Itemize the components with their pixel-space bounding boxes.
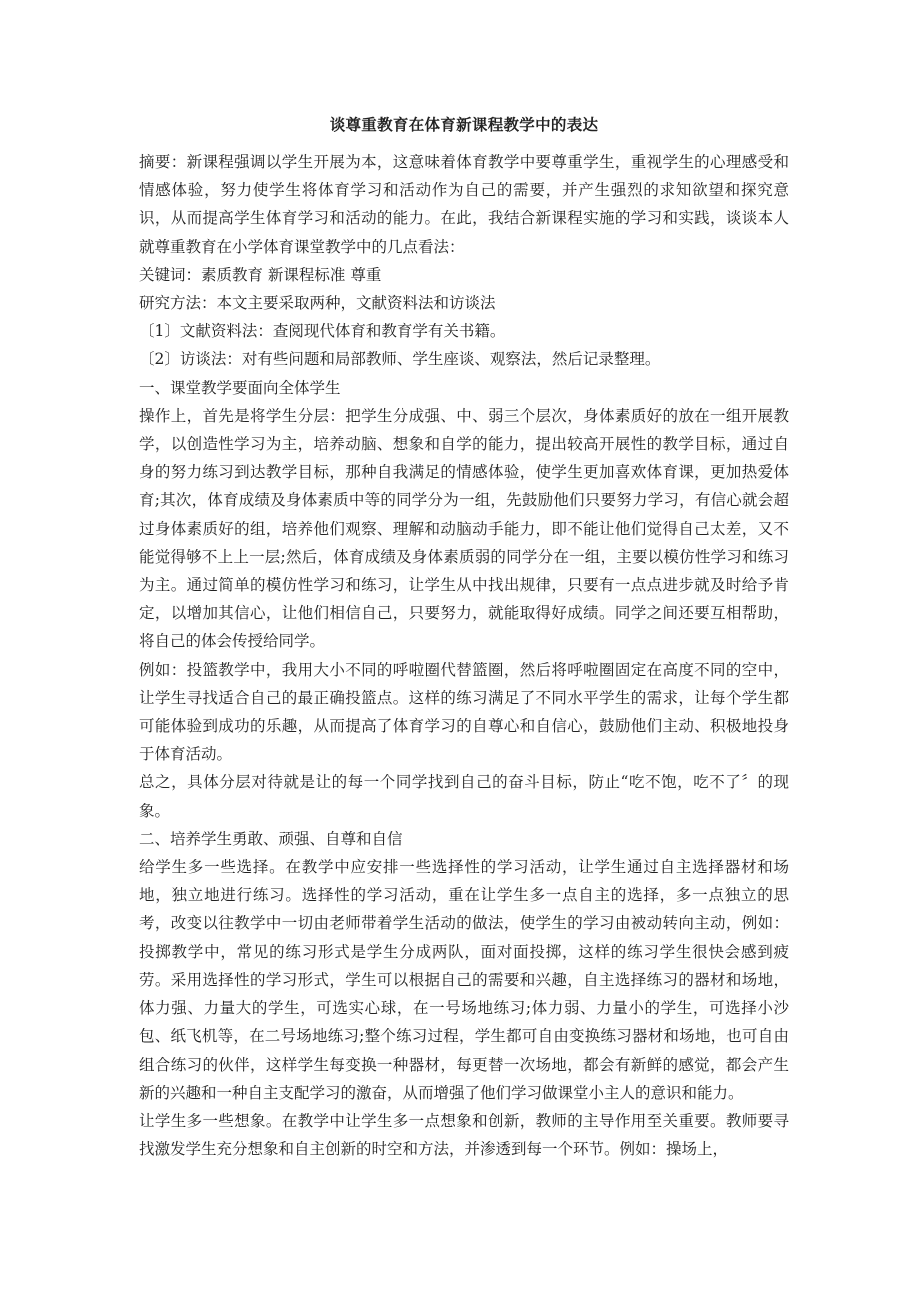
section-heading-1: 一、课堂教学要面向全体学生	[139, 378, 341, 397]
keywords-line: 关键词：素质教育 新课程标准 尊重	[139, 265, 382, 284]
body-paragraph: 总之，具体分层对待就是让的每一个同学找到自己的奋斗目标，防止“吃不饱，吃不了〞的现象。	[139, 773, 789, 820]
body-paragraph: 让学生多一些想象。在教学中让学生多一点想象和创新，教师的主导作用至关重要。教师要寻找激发学生充分想象和自主创新的时空和方法，并渗透到每一个环节。例如：操场上，	[139, 1111, 789, 1159]
research-method-line: 研究方法：本文主要采取两种，文献资料法和访谈法	[139, 294, 496, 313]
section-heading-2: 二、培养学生勇敢、顽强、自尊和自信	[139, 829, 403, 848]
method-item-1: 〔1〕文献资料法：查阅现代体育和教育学有关书籍。	[139, 322, 506, 341]
method-item-2: 〔2〕访谈法：对有些问题和局部教师、学生座谈、观察法，然后记录整理。	[139, 350, 661, 369]
body-paragraph: 操作上，首先是将学生分层：把学生分成强、中、弱三个层次，身体素质好的放在一组开展教学，以创造性学习为主，培养动脑、想象和自学的能力，提出较高开展性的教学目标，通过自身的努力练习到达教学目标，那种自我满足的情感体验，使学生更加喜欢体育课，更加热爱体育;其次，体育成绩及身体素质中等的同学分为一组，先鼓励他们只要努力学习，有信心就会超过身体素质好的组，培养他们观察、理解和动脑动手能力，即不能让他们觉得自己太差，又不能觉得够不上上一层;然后，体育成绩及身体素质弱的同学分在一组，主要以模仿性学习和练习为主。通过简单的模仿性学习和练习，让学生从中找出规律，只要有一点点进步就及时给予肯定，以增加其信心，让他们相信自己，只要努力，就能取得好成绩。同学之间还要互相帮助，将自己的体会传授给同学。	[139, 406, 789, 651]
document-page	[139, 112, 789, 1163]
document-title: 谈尊重教育在体育新课程教学中的表达	[329, 115, 599, 134]
body-paragraph: 给学生多一些选择。在教学中应安排一些选择性的学习活动，让学生通过自主选择器材和场地，独立地进行练习。选择性的学习活动，重在让学生多一点自主的选择，多一点独立的思考，改变以往教学中一切由老师带着学生活动的做法，使学生的学习由被动转向主动，例如：投掷教学中，常见的练习形式是学生分成两队，面对面投掷，这样的练习学生很快会感到疲劳。采用选择性的学习形式，学生可以根据自己的需要和兴趣，自主选择练习的器材和场地，体力强、力量大的学生，可选实心球，在一号场地练习;体力弱、力量小的学生，可选择小沙包、纸飞机等，在二号场地练习;整个练习过程，学生都可自由变换练习器材和场地，也可自由组合练习的伙伴，这样学生每变换一种器材，每更替一次场地，都会有新鲜的感觉，都会产生新的兴趣和一种自主支配学习的激奋，从而增强了他们学习做课堂小主人的意识和能力。	[139, 858, 789, 1102]
abstract-paragraph: 摘要：新课程强调以学生开展为本，这意味着体育教学中要尊重学生，重视学生的心理感受和情感体验，努力使学生将体育学习和活动作为自己的需要，并产生强烈的求知欲望和探究意识，从而提高学生体育学习和活动的能力。在此，我结合新课程实施的学习和实践，谈谈本人就尊重教育在小学体育课堂教学中的几点看法：	[139, 153, 789, 256]
body-paragraph: 例如：投篮教学中，我用大小不同的呼啦圈代替篮圈，然后将呼啦圈固定在高度不同的空中，让学生寻找适合自己的最正确投篮点。这样的练习满足了不同水平学生的需求，让每个学生都可能体验到成功的乐趣，从而提高了体育学习的自尊心和自信心，鼓励他们主动、积极地投身于体育活动。	[139, 660, 789, 764]
